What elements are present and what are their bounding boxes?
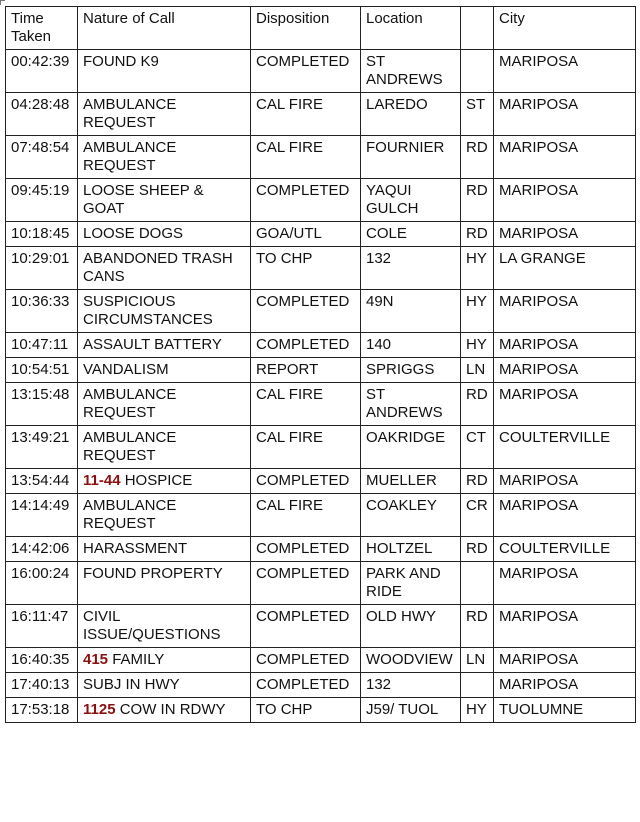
call-text: LOOSE SHEEP & GOAT — [83, 182, 204, 217]
table-row — [6, 222, 636, 247]
cell-city: MARIPOSA — [494, 222, 636, 247]
cell-time: 09:45:19 — [6, 179, 78, 222]
cell-city: MARIPOSA — [494, 290, 636, 333]
call-text: FOUND PROPERTY — [83, 565, 223, 582]
cell-location: ST ANDREWS — [361, 50, 461, 93]
cell-location: OLD HWY — [361, 605, 461, 648]
cell-location: ST ANDREWS — [361, 383, 461, 426]
header-row — [6, 7, 636, 50]
cell-suffix: CT — [461, 426, 494, 469]
cell-disposition: COMPLETED — [251, 333, 361, 358]
cell-suffix: RD — [461, 383, 494, 426]
call-text: COW IN RDWY — [119, 701, 226, 718]
cell-time: 07:48:54 — [6, 136, 78, 179]
cell-location: LAREDO — [361, 93, 461, 136]
cell-nature — [78, 494, 251, 537]
cell-disposition: COMPLETED — [251, 648, 361, 673]
cell-location: OAKRIDGE — [361, 426, 461, 469]
cell-city: MARIPOSA — [494, 93, 636, 136]
table-row — [6, 179, 636, 222]
cell-location: SPRIGGS — [361, 358, 461, 383]
cell-suffix: CR — [461, 494, 494, 537]
cell-disposition: CAL FIRE — [251, 426, 361, 469]
cell-city: MARIPOSA — [494, 494, 636, 537]
cell-city: MARIPOSA — [494, 605, 636, 648]
cell-disposition: COMPLETED — [251, 290, 361, 333]
cell-nature — [78, 698, 251, 723]
cell-city: TUOLUMNE — [494, 698, 636, 723]
cell-time: 10:54:51 — [6, 358, 78, 383]
cell-location: HOLTZEL — [361, 537, 461, 562]
cell-time: 04:28:48 — [6, 93, 78, 136]
header-city: City — [494, 7, 636, 50]
cell-nature — [78, 648, 251, 673]
cell-nature — [78, 383, 251, 426]
cell-nature — [78, 426, 251, 469]
header-time: Time Taken — [6, 7, 78, 50]
cell-nature — [78, 50, 251, 93]
table-row — [6, 333, 636, 358]
cell-disposition: COMPLETED — [251, 562, 361, 605]
cell-suffix: RD — [461, 537, 494, 562]
cell-time: 13:54:44 — [6, 469, 78, 494]
cell-time: 14:42:06 — [6, 537, 78, 562]
table-row — [6, 673, 636, 698]
call-text: AMBULANCE REQUEST — [83, 497, 177, 532]
table-row — [6, 426, 636, 469]
cell-nature — [78, 222, 251, 247]
call-code: 11-44 — [83, 472, 121, 489]
cell-suffix: LN — [461, 648, 494, 673]
cell-time: 13:15:48 — [6, 383, 78, 426]
cell-time: 10:29:01 — [6, 247, 78, 290]
header-nature: Nature of Call — [78, 7, 251, 50]
cell-nature — [78, 469, 251, 494]
cell-nature — [78, 93, 251, 136]
cell-nature — [78, 537, 251, 562]
cell-location: 132 — [361, 673, 461, 698]
cell-suffix — [461, 50, 494, 93]
cell-location: WOODVIEW — [361, 648, 461, 673]
cell-nature — [78, 179, 251, 222]
cell-suffix: RD — [461, 179, 494, 222]
header-location: Location — [361, 7, 461, 50]
header-disposition: Disposition — [251, 7, 361, 50]
table-row — [6, 358, 636, 383]
call-log-document — [5, 6, 636, 723]
cell-city: MARIPOSA — [494, 562, 636, 605]
cell-location: YAQUI GULCH — [361, 179, 461, 222]
table-row — [6, 537, 636, 562]
cell-city: COULTERVILLE — [494, 426, 636, 469]
cell-suffix: HY — [461, 333, 494, 358]
cell-disposition: COMPLETED — [251, 605, 361, 648]
cell-location: FOURNIER — [361, 136, 461, 179]
table-row — [6, 605, 636, 648]
cell-city: MARIPOSA — [494, 358, 636, 383]
cell-time: 00:42:39 — [6, 50, 78, 93]
cell-suffix — [461, 562, 494, 605]
cell-suffix: RD — [461, 605, 494, 648]
cell-time: 17:40:13 — [6, 673, 78, 698]
cell-nature — [78, 605, 251, 648]
cell-nature — [78, 673, 251, 698]
cell-nature — [78, 333, 251, 358]
cell-suffix: RD — [461, 136, 494, 179]
cell-disposition: COMPLETED — [251, 50, 361, 93]
table-row — [6, 383, 636, 426]
cell-time: 13:49:21 — [6, 426, 78, 469]
call-text: AMBULANCE REQUEST — [83, 386, 177, 421]
cell-city: LA GRANGE — [494, 247, 636, 290]
cell-time: 10:47:11 — [6, 333, 78, 358]
cell-city: MARIPOSA — [494, 50, 636, 93]
call-code: 415 — [83, 651, 109, 668]
cell-location: 132 — [361, 247, 461, 290]
call-text: AMBULANCE REQUEST — [83, 96, 177, 131]
table-row — [6, 290, 636, 333]
cell-disposition: TO CHP — [251, 247, 361, 290]
cell-time: 16:00:24 — [6, 562, 78, 605]
call-text: VANDALISM — [83, 361, 169, 378]
cell-suffix: RD — [461, 469, 494, 494]
cell-time: 16:40:35 — [6, 648, 78, 673]
cell-time: 10:18:45 — [6, 222, 78, 247]
call-text: HARASSMENT — [83, 540, 188, 557]
call-text: FAMILY — [112, 651, 165, 668]
cell-disposition: COMPLETED — [251, 179, 361, 222]
cell-disposition: CAL FIRE — [251, 136, 361, 179]
cell-location: COLE — [361, 222, 461, 247]
cell-suffix: RD — [461, 222, 494, 247]
cell-suffix — [461, 673, 494, 698]
cell-suffix: HY — [461, 247, 494, 290]
corner-mark — [0, 0, 5, 5]
cell-nature — [78, 247, 251, 290]
cell-suffix: LN — [461, 358, 494, 383]
cell-disposition: COMPLETED — [251, 537, 361, 562]
cell-location: J59/ TUOL — [361, 698, 461, 723]
cell-location: PARK AND RIDE — [361, 562, 461, 605]
table-row — [6, 247, 636, 290]
cell-disposition: CAL FIRE — [251, 93, 361, 136]
table-row — [6, 648, 636, 673]
call-log-table — [5, 6, 636, 723]
cell-city: MARIPOSA — [494, 673, 636, 698]
cell-location: 140 — [361, 333, 461, 358]
cell-location: 49N — [361, 290, 461, 333]
cell-time: 16:11:47 — [6, 605, 78, 648]
table-row — [6, 698, 636, 723]
table-row — [6, 136, 636, 179]
table-row — [6, 469, 636, 494]
call-text: FOUND K9 — [83, 53, 159, 70]
header-suffix — [461, 7, 494, 50]
cell-nature — [78, 562, 251, 605]
cell-disposition: TO CHP — [251, 698, 361, 723]
call-text: CIVIL ISSUE/QUESTIONS — [83, 608, 221, 643]
cell-city: MARIPOSA — [494, 648, 636, 673]
cell-suffix: HY — [461, 290, 494, 333]
cell-city: COULTERVILLE — [494, 537, 636, 562]
cell-disposition: GOA/UTL — [251, 222, 361, 247]
cell-location: COAKLEY — [361, 494, 461, 537]
cell-city: MARIPOSA — [494, 469, 636, 494]
cell-suffix: ST — [461, 93, 494, 136]
cell-location: MUELLER — [361, 469, 461, 494]
cell-city: MARIPOSA — [494, 383, 636, 426]
call-text: SUSPICIOUS CIRCUMSTANCES — [83, 293, 213, 328]
table-row — [6, 93, 636, 136]
cell-city: MARIPOSA — [494, 333, 636, 358]
cell-disposition: CAL FIRE — [251, 383, 361, 426]
cell-disposition: COMPLETED — [251, 673, 361, 698]
cell-nature — [78, 136, 251, 179]
cell-disposition: CAL FIRE — [251, 494, 361, 537]
cell-disposition: COMPLETED — [251, 469, 361, 494]
call-text: LOOSE DOGS — [83, 225, 184, 242]
cell-disposition: REPORT — [251, 358, 361, 383]
call-text: AMBULANCE REQUEST — [83, 429, 177, 464]
call-text: ABANDONED TRASH CANS — [83, 250, 233, 285]
table-row — [6, 562, 636, 605]
cell-city: MARIPOSA — [494, 136, 636, 179]
call-text: ASSAULT BATTERY — [83, 336, 222, 353]
cell-time: 10:36:33 — [6, 290, 78, 333]
cell-city: MARIPOSA — [494, 179, 636, 222]
call-text: AMBULANCE REQUEST — [83, 139, 177, 174]
call-text: HOSPICE — [124, 472, 193, 489]
table-row — [6, 50, 636, 93]
cell-nature — [78, 358, 251, 383]
call-code: 1125 — [83, 701, 116, 718]
cell-time: 14:14:49 — [6, 494, 78, 537]
table-row — [6, 494, 636, 537]
cell-time: 17:53:18 — [6, 698, 78, 723]
cell-nature — [78, 290, 251, 333]
call-text: SUBJ IN HWY — [83, 676, 180, 693]
cell-suffix: HY — [461, 698, 494, 723]
